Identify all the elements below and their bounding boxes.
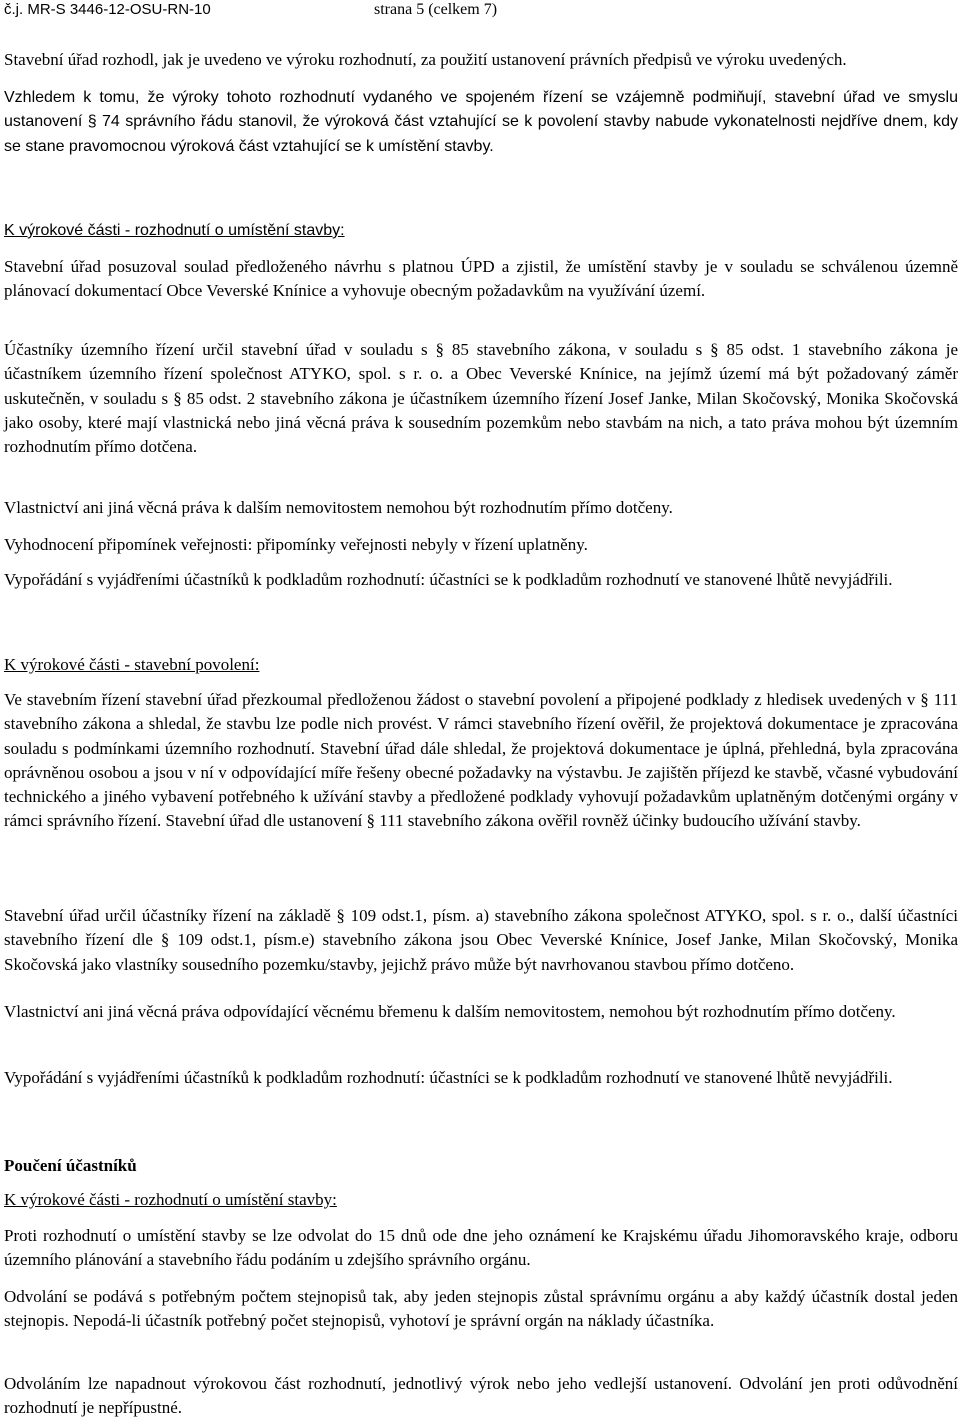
section-heading-building-permit: K výrokové části - stavební povolení: [4,655,260,674]
paragraph-placement-assessment: Stavební úřad posuzoval soulad předloženého návrhu s platnou ÚPD a zjistil, že umístění stavby je v souladu se schválenou územně plánovací dokumentací Obce Veverské Knínice a vyhovuje obecným požadavkům na využívání území. [4,257,958,301]
section-heading-instructions: Poučení účastníků [4,1156,137,1175]
page-number: strana 5 (celkem 7) [374,1,498,18]
paragraph-appeal-scope: Odvoláním lze napadnout výrokovou část rozhodnutí, jednotlivý výrok nebo jeho vedlejší ustanovení. Odvolání jen proti odůvodnění rozhodnutí je nepřípustné. [4,1374,958,1418]
paragraph-public-comments: Vyhodnocení připomínek veřejnosti: připomínky veřejnosti nebyly v řízení uplatněny. [4,535,588,554]
paragraph-permit-review: Ve stavebním řízení stavební úřad přezkoumal předloženou žádost o stavební povolení a připojené podklady z hledisek uvedených v § 111 stavebního zákona a shledal, že stavbu lze podle nich provést. V rámci stavebního řízení ověřil, že projektová dokumentace je zpracována souladu s podmínkami územního rozhodnutí. Stavební úřad dále shledal, že projektová dokumentace je úplná, přehledná, byla zpracována oprávněnou osobou a jsou v ní v odpovídající míře řešeny obecné požadavky na výstavbu. Je zajištěn příjezd ke stavbě, včasné vybudování technického a jiného vybavení potřebného k užívání stavby a předložené podklady vyhovují požadavkům uplatněným dotčenými orgány v rámci správního řízení. Stavební úřad dle ustanovení § 111 stavebního zákona ověřil rovněž účinky budoucího užívání stavby. [4,690,958,831]
paragraph-comments-settlement-placement: Vypořádání s vyjádřeními účastníků k podkladům rozhodnutí: účastníci se k podkladům rozhodnutí ve stanovené lhůtě nevyjádřili. [4,570,893,589]
paragraph-appeal-copies: Odvolání se podává s potřebným počtem stejnopisů tak, aby jeden stejnopis zůstal správnímu orgánu a aby každý účastník dostal jeden stejnopis. Nepodá-li účastník potřebný počet stejnopisů, vyhotoví je správní orgán na náklady účastníka. [4,1287,958,1331]
paragraph-enforceability: Vzhledem k tomu, že výroky tohoto rozhodnutí vydaného ve spojeném řízení se vzájemně podmiňují, stavební úřad ve smyslu ustanovení § 74 správního řádu stanovil, že výroková část vztahující se k povolení stavby nabude vykonatelnosti nejdříve dnem, kdy se stane pravomocnou výroková část vztahující se k umístění stavby. [4,89,958,155]
paragraph-permit-participants: Stavební úřad určil účastníky řízení na základě § 109 odst.1, písm. a) stavebního zákona společnost ATYKO, spol. s r. o., další účastníci stavebního řízení dle § 109 odst.1, písm.e) stavebního zákona jsou Obec Veverské Knínice, Josef Janke, Milan Skočovský, Monika Skočovská jako vlastníky sousedního pozemku/stavby, jejichž právo může být navrhovanou stavbou přímo dotčeno. [4,906,958,974]
paragraph-decision-basis: Stavební úřad rozhodl, jak je uvedeno ve výroku rozhodnutí, za použití ustanovení právních předpisů ve výroku uvedených. [4,50,847,69]
section-heading-placement: K výrokové části - rozhodnutí o umístění stavby: [4,222,345,239]
paragraph-ownership-placement: Vlastnictví ani jiná věcná práva k dalším nemovitostem nemohou být rozhodnutím přímo dotčeny. [4,498,673,517]
page-header [4,0,498,20]
paragraph-comments-settlement-permit: Vypořádání s vyjádřeními účastníků k podkladům rozhodnutí: účastníci se k podkladům rozhodnutí ve stanovené lhůtě nevyjádřili. [4,1068,893,1087]
subheading-placement-appeal: K výrokové části - rozhodnutí o umístění stavby: [4,1190,337,1209]
paragraph-ownership-permit: Vlastnictví ani jiná věcná práva odpovídající věcnému břemenu k dalším nemovitostem, nemohou být rozhodnutím přímo dotčeny. [4,1002,896,1021]
paragraph-placement-participants: Účastníky územního řízení určil stavební úřad v souladu s § 85 stavebního zákona, v souladu s § 85 odst. 1 stavebního zákona je účastníkem územního řízení společnost ATYKO, spol. s r. o. a Obec Veverské Knínice, na jejímž území má být požadovaný záměr uskutečněn, v souladu s § 85 odst. 2 stavebního zákona je účastníkem územního řízení Josef Janke, Milan Skočovský, Monika Skočovská jako osoby, které mají vlastnická nebo jiná věcná práva k sousedním pozemkům nebo stavbám na nich, a tato práva mohou být územním rozhodnutím přímo dotčena. [4,340,958,457]
case-reference: č.j. MR-S 3446-12-OSU-RN-10 [4,1,211,18]
paragraph-appeal-deadline: Proti rozhodnutí o umístění stavby se lze odvolat do 15 dnů ode dne jeho oznámení ke Krajskému úřadu Jihomoravského kraje, odboru územního plánování a stavebního řádu podáním u zdejšího správního orgánu. [4,1226,958,1270]
